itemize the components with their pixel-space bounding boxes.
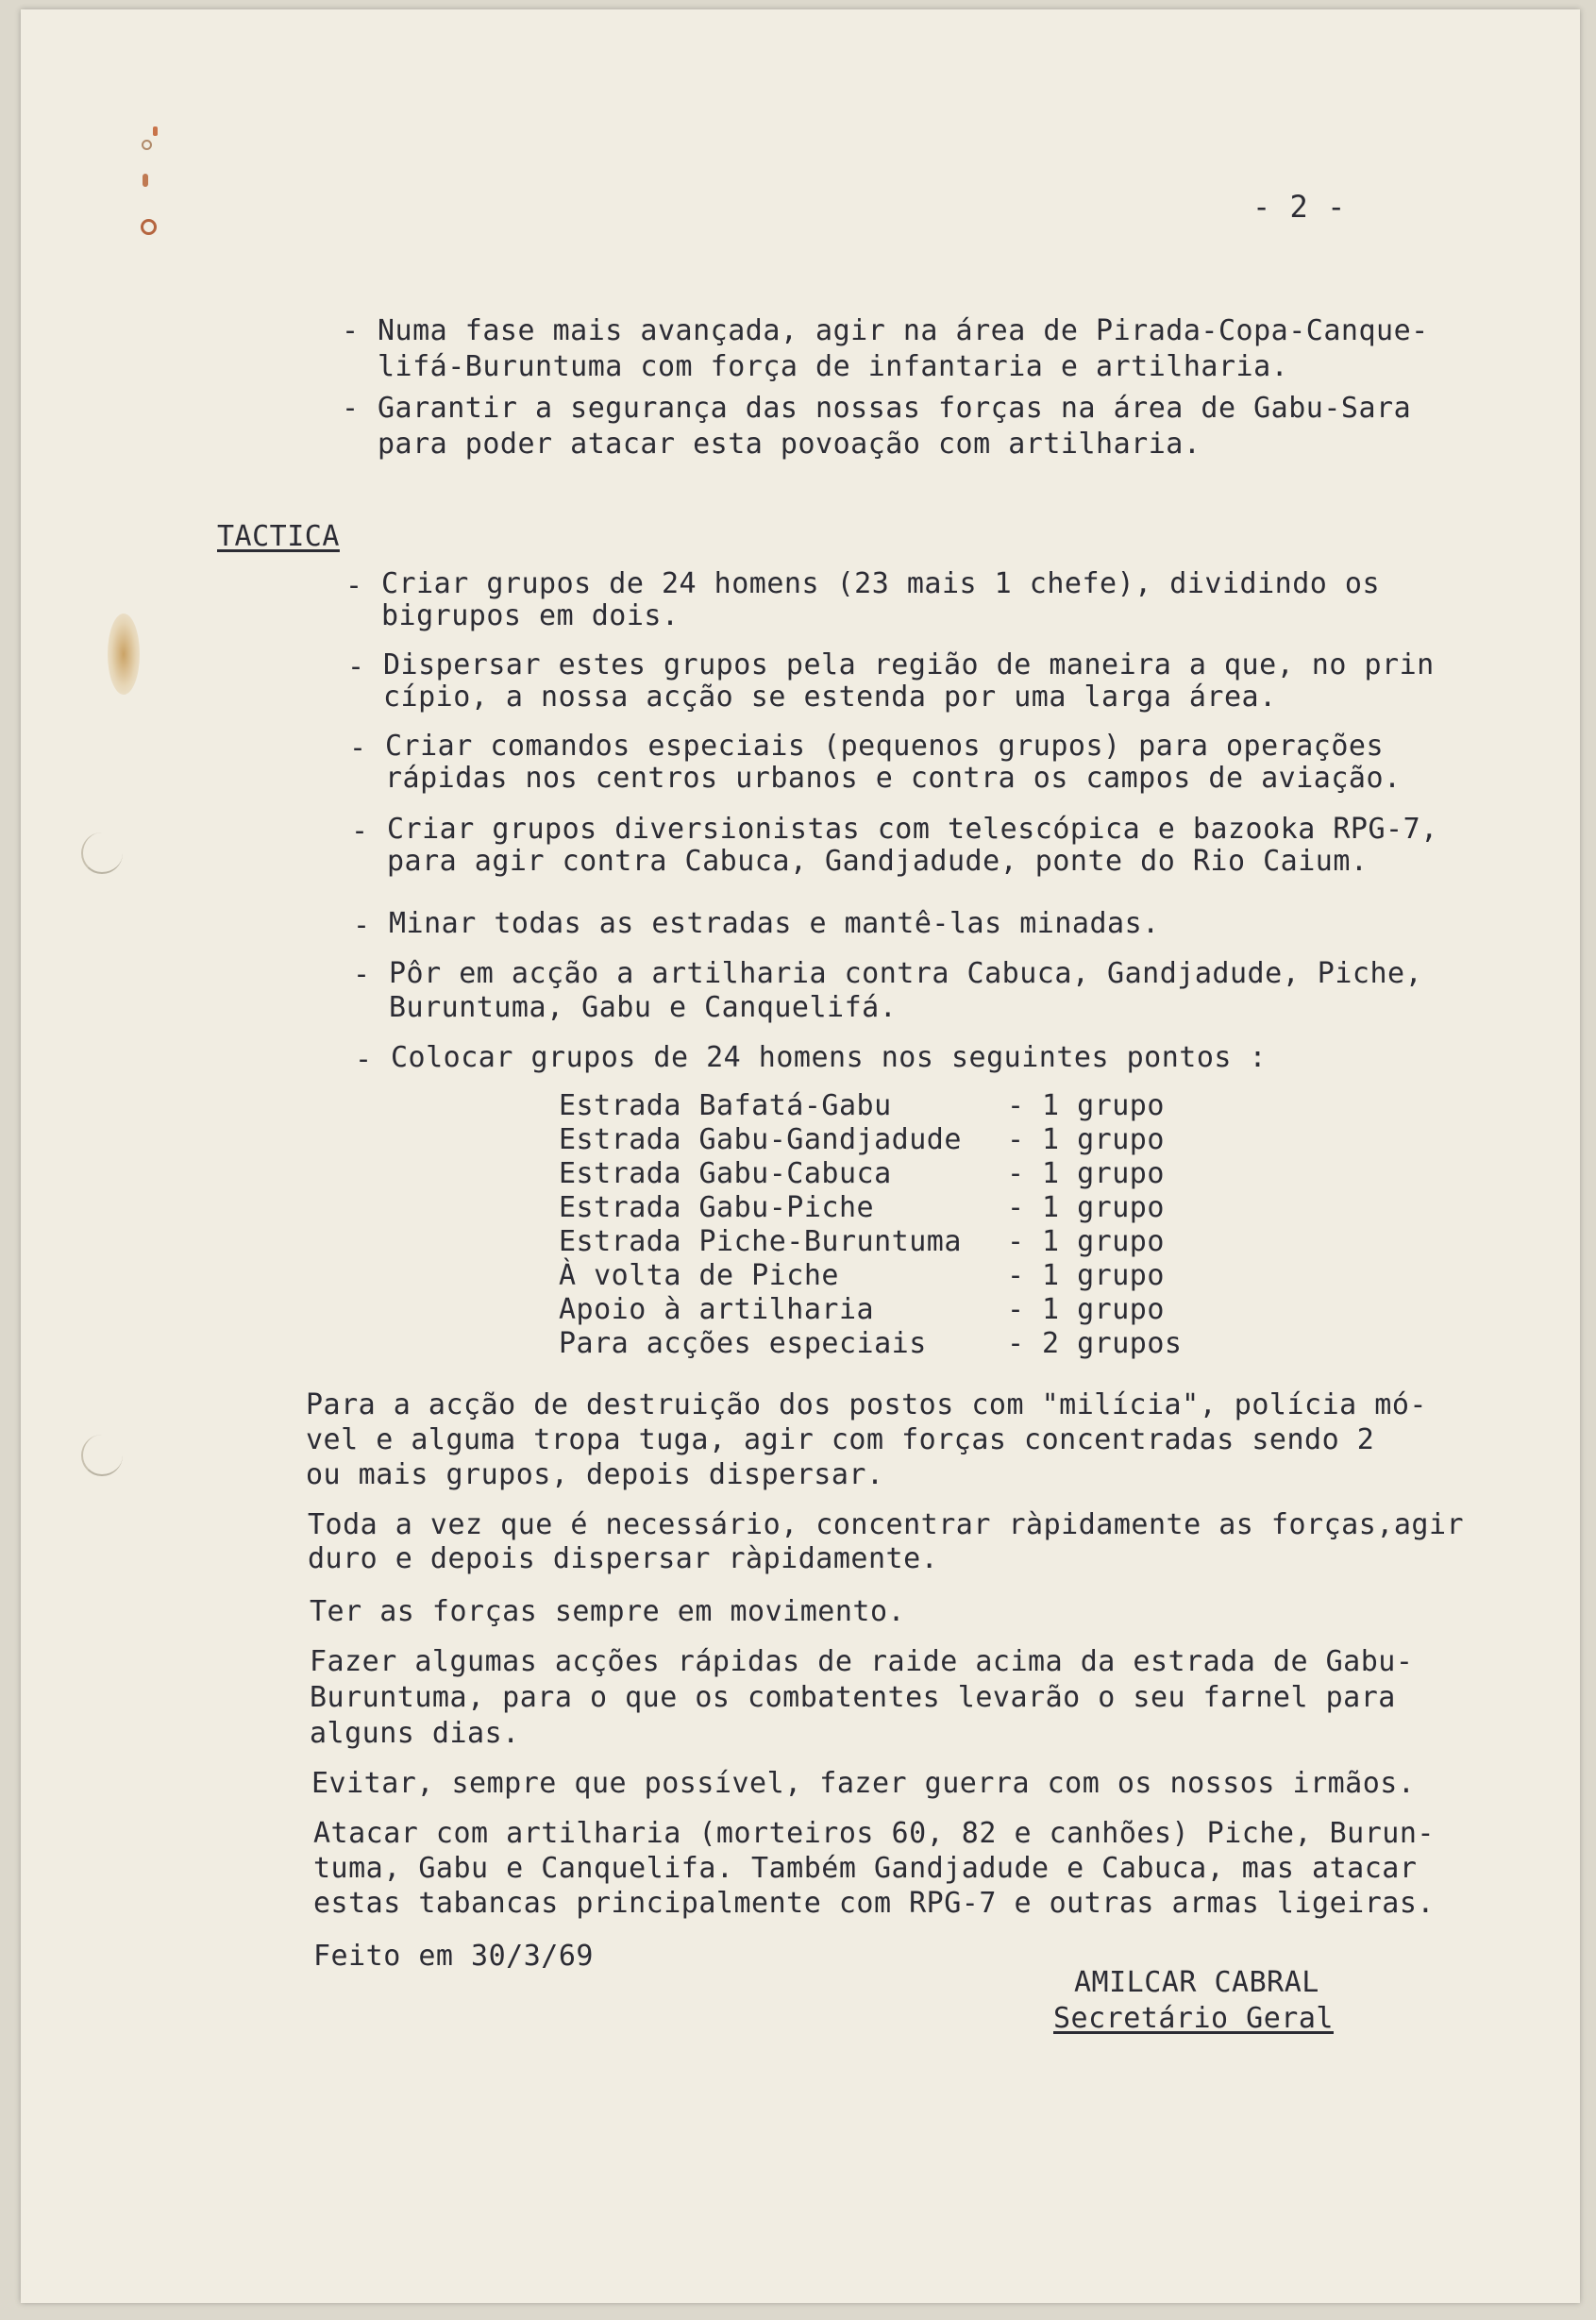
body-paragraph bbox=[308, 1508, 1464, 1576]
body-paragraph bbox=[310, 1595, 905, 1629]
deployment-separator: - bbox=[1007, 1089, 1025, 1122]
body-paragraph bbox=[310, 1644, 1413, 1752]
margin-ink-marks bbox=[132, 121, 160, 244]
deployment-separator: - bbox=[1007, 1225, 1025, 1258]
deployment-place: Estrada Piche-Buruntuma bbox=[559, 1225, 962, 1258]
document-page bbox=[21, 9, 1580, 2303]
rust-stain bbox=[108, 614, 140, 695]
text-line: Criar comandos especiais (pequenos grupos) para operações bbox=[385, 730, 1385, 763]
signatory-title: Secretário Geral bbox=[1053, 2002, 1334, 2035]
text-line: Fazer algumas acções rápidas de raide acima da estrada de Gabu- bbox=[310, 1645, 1414, 1678]
bullet-dash: - bbox=[345, 569, 363, 602]
text-line: Numa fase mais avançada, agir na área de Pirada-Copa-Canque- bbox=[378, 314, 1429, 347]
text-line: para agir contra Cabuca, Gandjadude, ponte do Rio Caium. bbox=[387, 845, 1369, 878]
text-line: Ter as forças sempre em movimento. bbox=[310, 1595, 906, 1628]
deployment-separator: - bbox=[1007, 1123, 1025, 1156]
bullet-dash: - bbox=[353, 958, 371, 991]
punch-hole-bottom bbox=[81, 1435, 123, 1476]
bullet-dash: - bbox=[351, 815, 369, 848]
bullet-dash: - bbox=[347, 650, 365, 683]
signatory-name: AMILCAR CABRAL bbox=[1074, 1966, 1319, 1999]
text-line: Minar todas as estradas e mantê-las minadas. bbox=[389, 907, 1160, 940]
deployment-separator: - bbox=[1007, 1191, 1025, 1224]
text-line: bigrupos em dois. bbox=[381, 599, 680, 632]
deployment-count: 1 grupo bbox=[1042, 1293, 1165, 1326]
bullet-dash: - bbox=[349, 731, 367, 765]
body-paragraph bbox=[311, 1767, 1415, 1801]
text-line: Buruntuma, para o que os combatentes levarão o seu farnel para bbox=[310, 1681, 1396, 1714]
text-line: Buruntuma, Gabu e Canquelifá. bbox=[389, 991, 898, 1024]
text-line: para poder atacar esta povoação com artilharia. bbox=[378, 428, 1201, 461]
deployment-count: 1 grupo bbox=[1042, 1089, 1165, 1122]
deployment-place: À volta de Piche bbox=[559, 1259, 839, 1292]
bullet-dash: - bbox=[342, 314, 360, 347]
deployment-place: Estrada Bafatá-Gabu bbox=[559, 1089, 892, 1122]
deployment-place: Estrada Gabu-Cabuca bbox=[559, 1157, 892, 1190]
text-line: duro e depois dispersar ràpidamente. bbox=[308, 1542, 939, 1575]
deployment-place: Para acções especiais bbox=[559, 1327, 927, 1360]
text-line: vel e alguma tropa tuga, agir com forças concentradas sendo 2 bbox=[306, 1423, 1375, 1456]
deployment-place: Apoio à artilharia bbox=[559, 1293, 875, 1326]
deployment-separator: - bbox=[1007, 1293, 1025, 1326]
text-line: Dispersar estes grupos pela região de maneira a que, no prin bbox=[383, 648, 1435, 681]
deployment-count: 1 grupo bbox=[1042, 1157, 1165, 1190]
text-line: Para a acção de destruição dos postos com "milícia", polícia mó- bbox=[306, 1388, 1427, 1421]
text-line: rápidas nos centros urbanos e contra os campos de aviação. bbox=[385, 762, 1402, 795]
text-line: Evitar, sempre que possível, fazer guerra com os nossos irmãos. bbox=[311, 1767, 1416, 1800]
deployment-separator: - bbox=[1007, 1327, 1025, 1360]
deployment-separator: - bbox=[1007, 1259, 1025, 1292]
text-line: Toda a vez que é necessário, concentrar ràpidamente as forças,agir bbox=[308, 1508, 1465, 1541]
text-line: Criar grupos de 24 homens (23 mais 1 chefe), dividindo os bbox=[381, 567, 1381, 600]
text-line: estas tabancas principalmente com RPG-7 e outras armas ligeiras. bbox=[313, 1887, 1435, 1920]
text-line: alguns dias. bbox=[310, 1717, 520, 1750]
text-line: tuma, Gabu e Canquelifa. Também Gandjadude e Cabuca, mas atacar bbox=[313, 1852, 1418, 1885]
deployment-place: Estrada Gabu-Piche bbox=[559, 1191, 875, 1224]
bullet-dash: - bbox=[355, 1043, 373, 1076]
deployment-count: 1 grupo bbox=[1042, 1259, 1165, 1292]
text-line: Criar grupos diversionistas com telescópica e bazooka RPG-7, bbox=[387, 813, 1438, 846]
signature-block bbox=[1053, 1965, 1334, 2037]
deployment-count: 1 grupo bbox=[1042, 1191, 1165, 1224]
text-line: Colocar grupos de 24 homens nos seguintes pontos : bbox=[391, 1041, 1268, 1074]
body-paragraph bbox=[313, 1816, 1435, 1921]
text-line: Pôr em acção a artilharia contra Cabuca, Gandjadude, Piche, bbox=[389, 957, 1423, 990]
deployment-count: 1 grupo bbox=[1042, 1225, 1165, 1258]
text-line: cípio, a nossa acção se estenda por uma larga área. bbox=[383, 681, 1277, 714]
text-line: lifá-Buruntuma com força de infantaria e artilharia. bbox=[378, 350, 1289, 383]
deployment-count: 1 grupo bbox=[1042, 1123, 1165, 1156]
bullet-dash: - bbox=[353, 909, 371, 942]
punch-hole-top bbox=[81, 832, 123, 874]
deployment-separator: - bbox=[1007, 1157, 1025, 1190]
page-number: - 2 - bbox=[1252, 189, 1346, 225]
section-heading: TACTICA bbox=[217, 520, 340, 553]
text-line: Atacar com artilharia (morteiros 60, 82 e canhões) Piche, Burun- bbox=[313, 1817, 1435, 1850]
deployment-place: Estrada Gabu-Gandjadude bbox=[559, 1123, 962, 1156]
body-paragraph bbox=[306, 1387, 1427, 1492]
bullet-dash: - bbox=[342, 392, 360, 425]
text-line: ou mais grupos, depois dispersar. bbox=[306, 1458, 884, 1491]
text-line: Garantir a segurança das nossas forças na área de Gabu-Sara bbox=[378, 392, 1412, 425]
date-line: Feito em 30/3/69 bbox=[313, 1940, 594, 1973]
deployment-count: 2 grupos bbox=[1042, 1327, 1183, 1360]
